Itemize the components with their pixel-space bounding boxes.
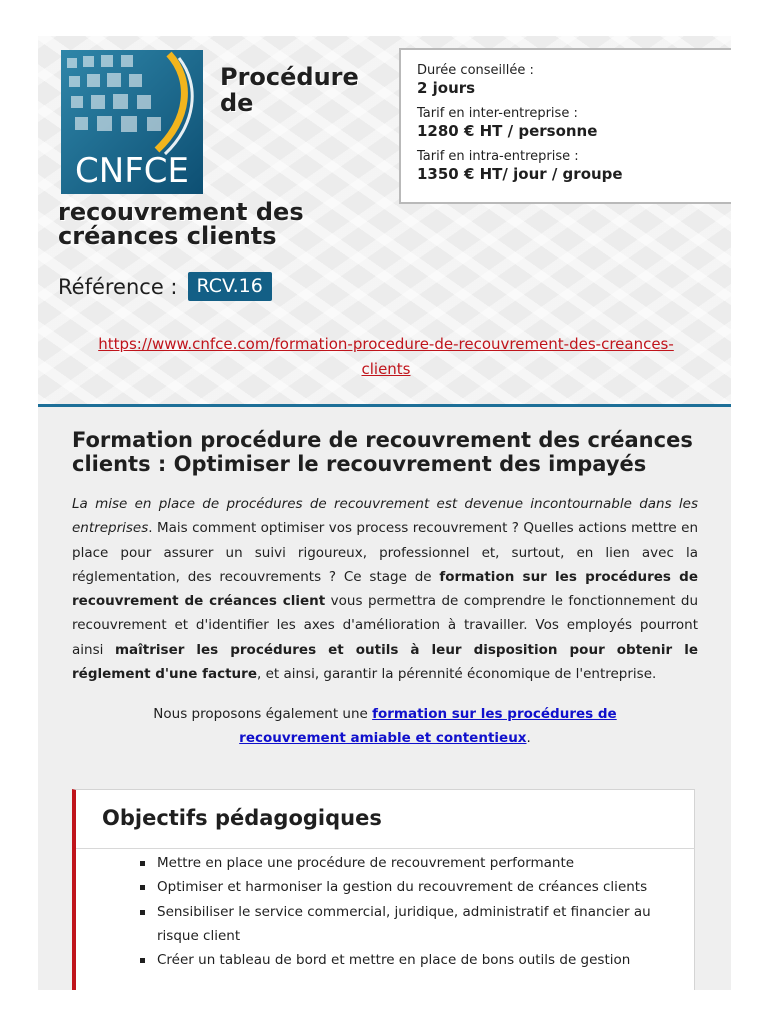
intro-section	[72, 428, 698, 750]
intro-italic: La mise en place de procédures de recouvrement est devenue incontournable dans les entreprises	[72, 496, 698, 537]
intro-bold: maîtriser les procédures et outils à leur disposition pour obtenir le réglement d'une facture	[72, 641, 698, 683]
objectives-divider	[76, 848, 695, 849]
inter-price-label: Tarif en inter-entreprise :	[417, 106, 578, 121]
course-url-link[interactable]	[56, 332, 716, 382]
list-item: Mettre en place une procédure de recouvrement performante	[140, 851, 670, 875]
list-item: Optimiser et harmoniser la gestion du recouvrement de créances clients	[140, 875, 670, 899]
list-item: Créer un tableau de bord et mettre en place de bons outils de gestion	[140, 948, 670, 972]
also-proposal	[72, 702, 698, 750]
also-text: Nous proposons également une	[153, 706, 373, 723]
intra-price-value: 1350 € HT/ jour / groupe	[417, 165, 623, 183]
inter-price-value: 1280 € HT / personne	[417, 122, 598, 140]
duration-label: Durée conseillée :	[417, 63, 534, 78]
title-bottom	[58, 200, 388, 248]
intro-paragraph	[72, 492, 698, 686]
reference	[58, 272, 272, 301]
intro-text: . Mais comment optimiser vos process recouvrement ? Quelles actions mettre en place pour assurer un suivi rigoureux, professionnel et, surtout, en lien avec la réglementation, des recouvrements ? Ce stage de	[72, 520, 698, 585]
header-divider	[38, 404, 731, 407]
intro-bold: formation sur les procédures de recouvrement de créances client	[72, 568, 698, 610]
also-end: .	[526, 730, 531, 747]
objectives-list	[140, 851, 670, 972]
logo-wordmark: CNFCE	[75, 151, 189, 191]
url-line[interactable]: https://www.cnfce.com/formation-procedure-de-recouvrement-des-creances-	[98, 335, 674, 353]
amiable-contentieux-link[interactable]: formation sur les procédures de recouvrement amiable et contentieux	[239, 706, 617, 747]
title-line: créances clients	[58, 222, 277, 250]
duration-value: 2 jours	[417, 79, 476, 97]
reference-label: Référence :	[58, 274, 178, 299]
objectives-title: Objectifs pédagogiques	[102, 806, 382, 830]
title-line: de	[220, 89, 254, 117]
title-line: Procédure	[220, 63, 359, 91]
list-item: Sensibiliser le service commercial, juridique, administratif et financier au risque client	[140, 900, 670, 949]
pricing-box	[399, 48, 731, 204]
brochure-page	[38, 36, 731, 990]
url-line[interactable]: clients	[361, 360, 411, 378]
section-heading: Formation procédure de recouvrement des créances clients : Optimiser le recouvrement des impayés	[72, 428, 693, 476]
title-line: recouvrement des	[58, 198, 304, 226]
intra-price-label: Tarif en intra-entreprise :	[417, 149, 579, 164]
cnfce-logo	[61, 50, 203, 194]
title-top	[220, 64, 400, 116]
objectives-card	[72, 789, 695, 990]
reference-badge: RCV.16	[188, 272, 272, 301]
intro-text: vous permettra de comprendre le fonctionnement du recouvrement et d'identifier les axes d'amélioration à travailler. Vos employés pourront ainsi	[72, 593, 698, 658]
intro-text: , et ainsi, garantir la pérennité économique de l'entreprise.	[257, 666, 657, 683]
